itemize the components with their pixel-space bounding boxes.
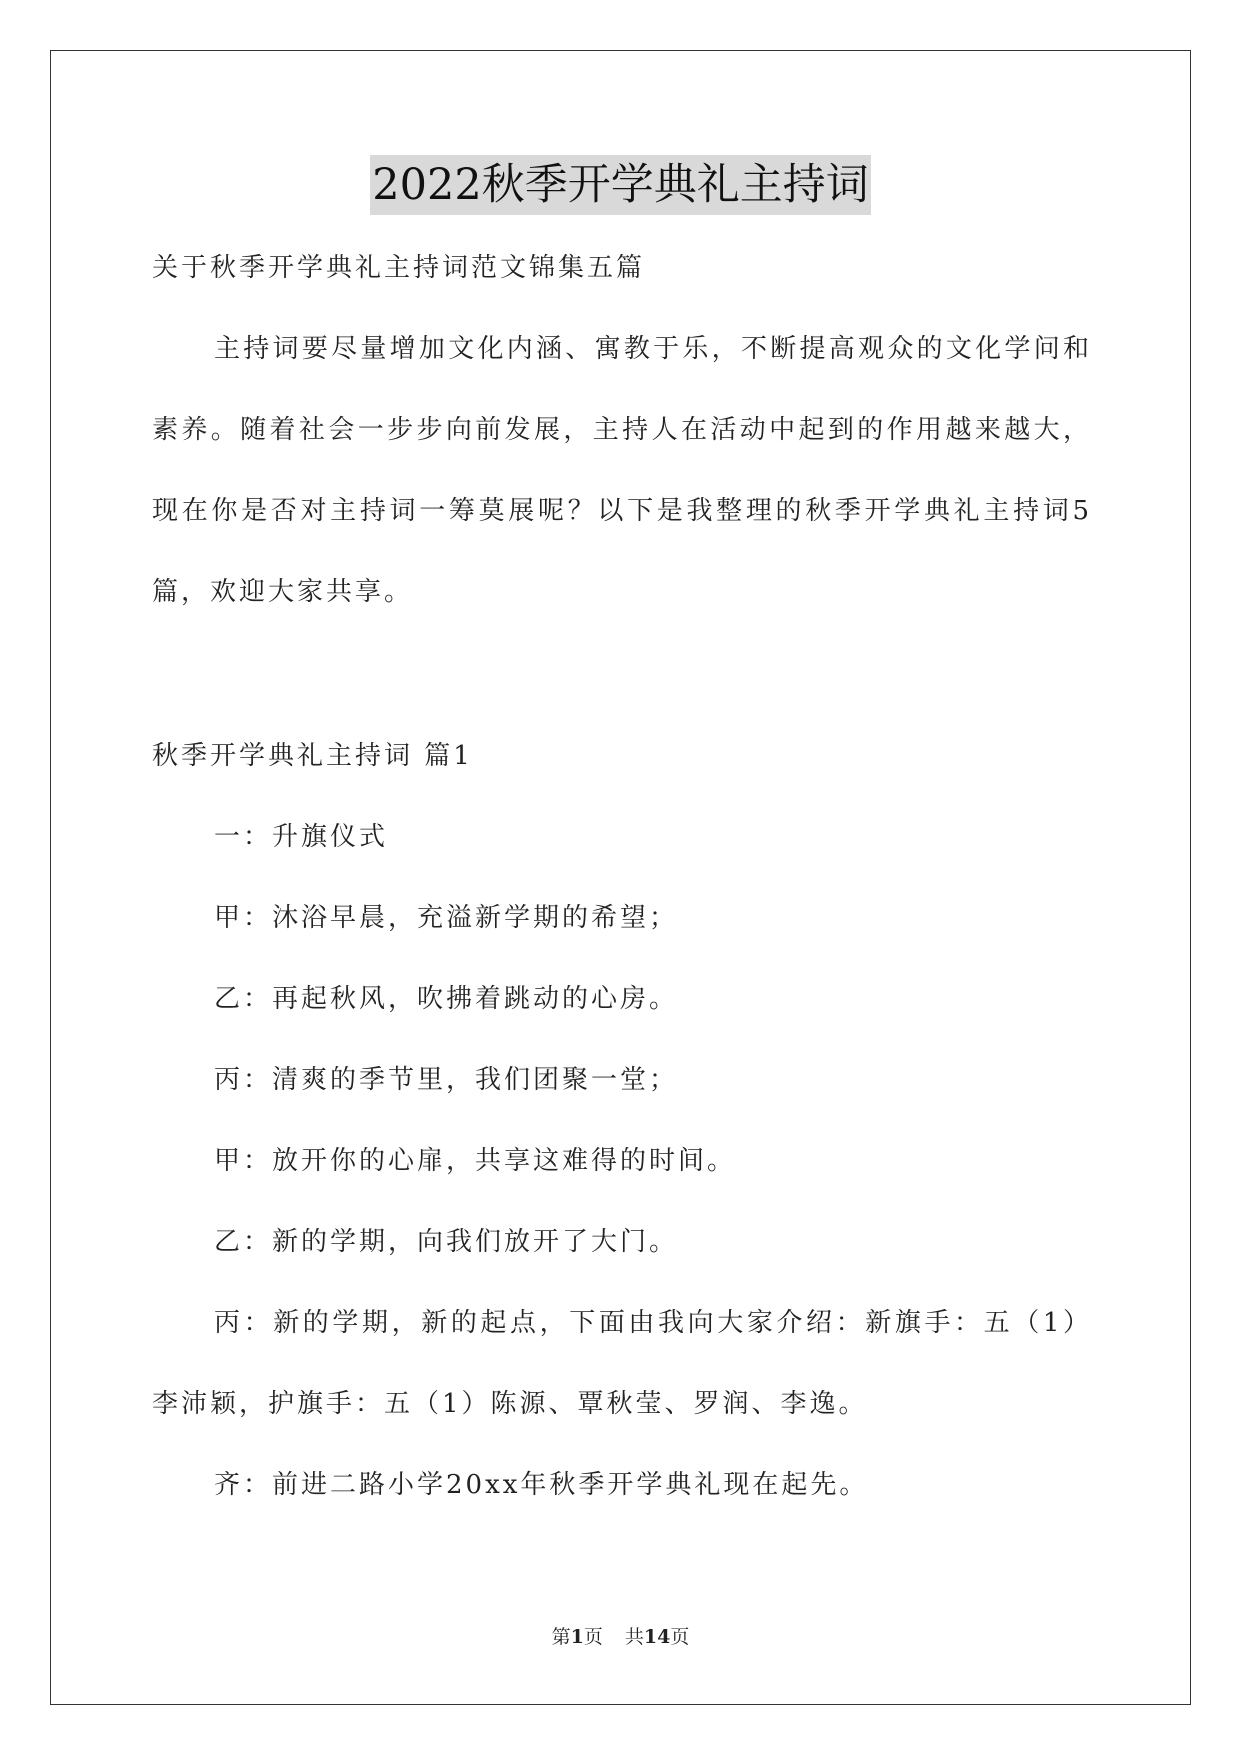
page-number: 1 [570,1626,584,1648]
closing-line: 齐：前进二路小学20xx年秋季开学典礼现在起先。 [214,1470,869,1500]
total-pages: 14 [643,1626,671,1648]
total-prefix: 共 [624,1626,644,1648]
script-line: 甲：沐浴早晨，充溢新学期的希望； [214,903,679,933]
spacer [152,633,1092,716]
document-subtitle: 关于秋季开学典礼主持词范文锦集五篇 [152,253,646,283]
document-body [152,228,1092,1526]
script-line: 一：升旗仪式 [214,822,389,852]
page-footer [0,1622,1241,1649]
script-line: 甲：放开你的心扉，共享这难得的时间。 [214,1146,737,1176]
section-heading: 秋季开学典礼主持词 篇1 [152,741,473,771]
page-prefix: 第 [551,1626,571,1648]
title-container [0,155,1241,215]
document-title: 2022秋季开学典礼主持词 [370,155,870,215]
script-paragraph: 丙：新的学期，新的起点，下面由我向大家介绍：新旗手：五（1）李沛颖，护旗手：五（1）陈源、覃秋莹、罗润、李逸。 [152,1308,1092,1419]
total-suffix: 页 [670,1626,690,1648]
script-line: 丙：清爽的季节里，我们团聚一堂； [214,1065,679,1095]
script-line: 乙：新的学期，向我们放开了大门。 [214,1227,679,1257]
intro-paragraph: 主持词要尽量增加文化内涵、寓教于乐，不断提高观众的文化学问和素养。随着社会一步步向前发展，主持人在活动中起到的作用越来越大，现在你是否对主持词一筹莫展呢？以下是我整理的秋季开学典礼主持词5篇，欢迎大家共享。 [152,334,1092,607]
page-suffix: 页 [583,1626,603,1648]
script-line: 乙：再起秋风，吹拂着跳动的心房。 [214,984,679,1014]
